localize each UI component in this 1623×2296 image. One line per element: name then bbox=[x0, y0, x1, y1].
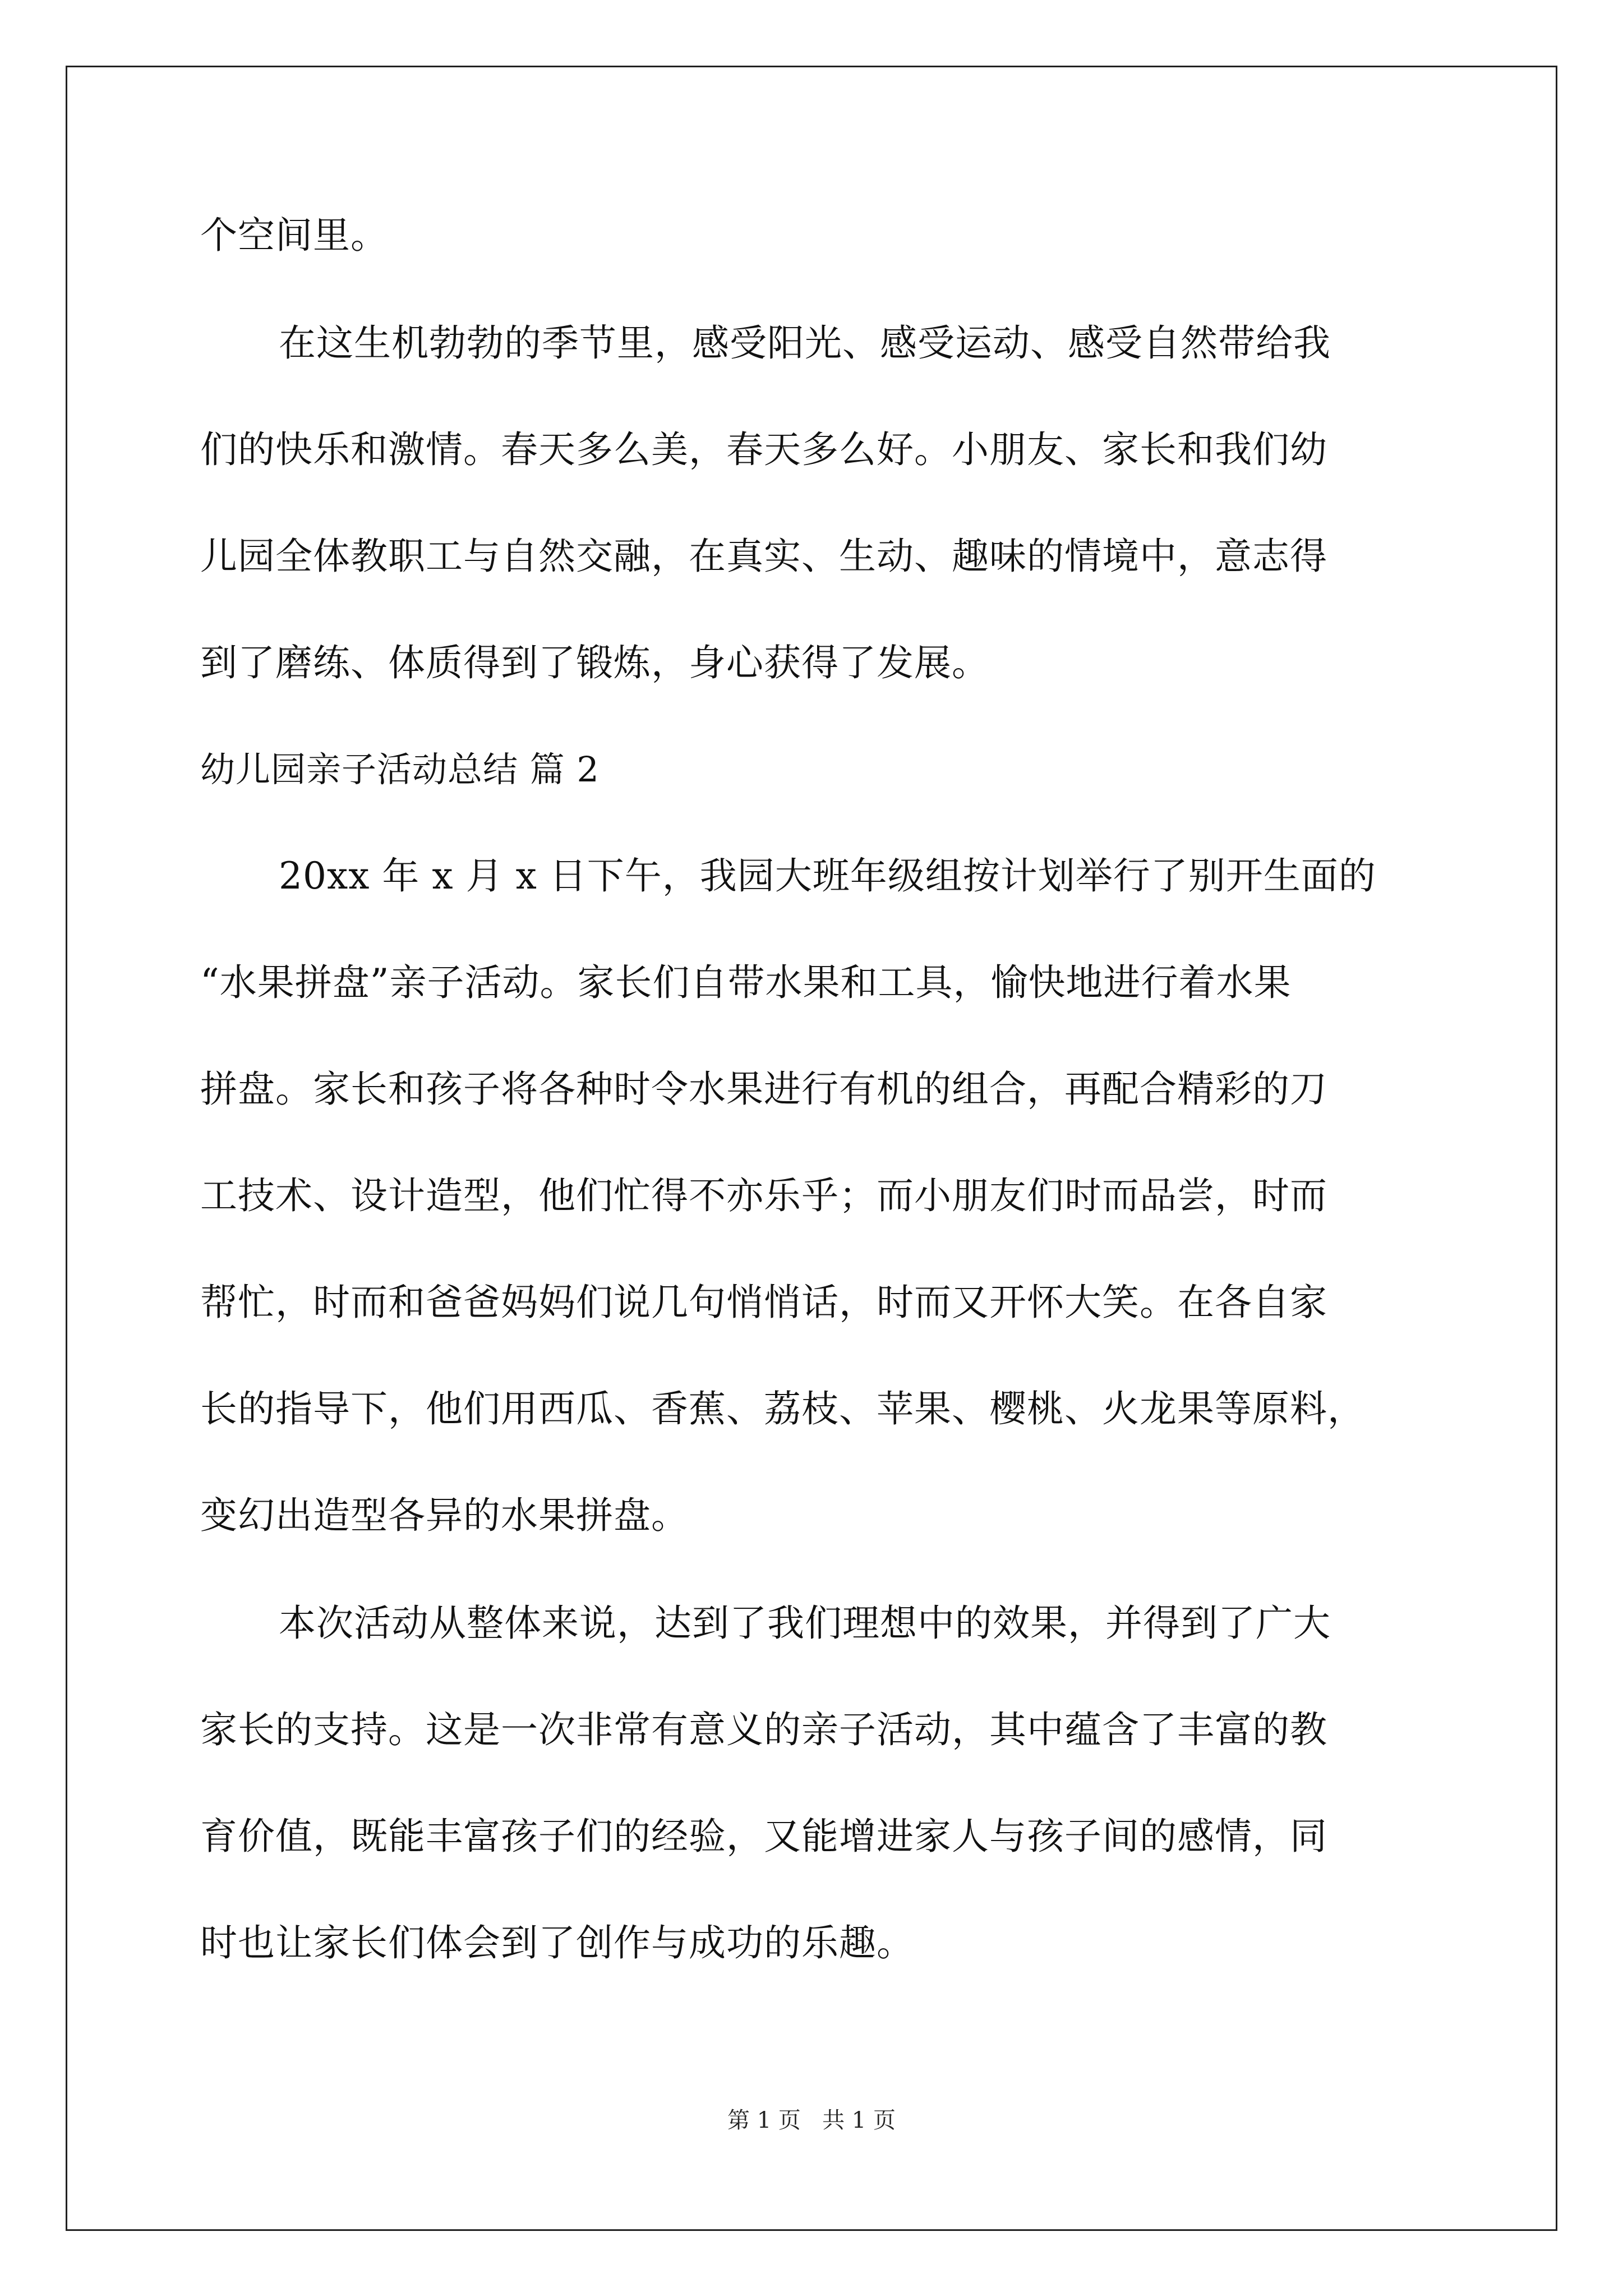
text-line: 家长的支持。这是一次非常有意义的亲子活动，其中蕴含了丰富的教 bbox=[200, 1708, 1327, 1751]
text-line: 工技术、设计造型，他们忙得不亦乐乎；而小朋友们时而品尝，时而 bbox=[200, 1174, 1327, 1217]
text-line: 们的快乐和激情。春天多么美，春天多么好。小朋友、家长和我们幼 bbox=[200, 428, 1327, 471]
text-line: 变幻出造型各异的水果拼盘。 bbox=[200, 1494, 689, 1537]
text-line: 拼盘。家长和孩子将各种时令水果进行有机的组合，再配合精彩的刀 bbox=[200, 1068, 1327, 1111]
text-line: 长的指导下，他们用西瓜、香蕉、荔枝、苹果、樱桃、火龙果等原料， bbox=[200, 1387, 1365, 1430]
text-line: “水果拼盘”亲子活动。家长们自带水果和工具，愉快地进行着水果 bbox=[200, 961, 1292, 1004]
text-line: 帮忙，时而和爸爸妈妈们说几句悄悄话，时而又开怀大笑。在各自家 bbox=[200, 1281, 1327, 1324]
page-footer: 第 1 页 共 1 页 bbox=[727, 2108, 896, 2133]
text-line: 到了磨练、体质得到了锻炼，身心获得了发展。 bbox=[200, 641, 989, 684]
text-line: 育价值，既能丰富孩子们的经验，又能增进家人与孩子间的感情，同 bbox=[200, 1815, 1327, 1858]
section-heading: 幼儿园亲子活动总结 篇 2 bbox=[200, 749, 600, 790]
text-line: 20xx 年 x 月 x 日下午，我园大班年级组按计划举行了别开生面的 bbox=[279, 854, 1376, 898]
text-line: 儿园全体教职工与自然交融，在真实、生动、趣味的情境中，意志得 bbox=[200, 535, 1327, 578]
text-line: 时也让家长们体会到了创作与成功的乐趣。 bbox=[200, 1921, 914, 1964]
text-line: 本次活动从整体来说，达到了我们理想中的效果，并得到了广大 bbox=[279, 1602, 1331, 1645]
text-line: 在这生机勃勃的季节里，感受阳光、感受运动、感受自然带给我 bbox=[279, 321, 1331, 365]
document-body bbox=[200, 208, 1451, 1971]
text-line: 个空间里。 bbox=[200, 214, 388, 257]
